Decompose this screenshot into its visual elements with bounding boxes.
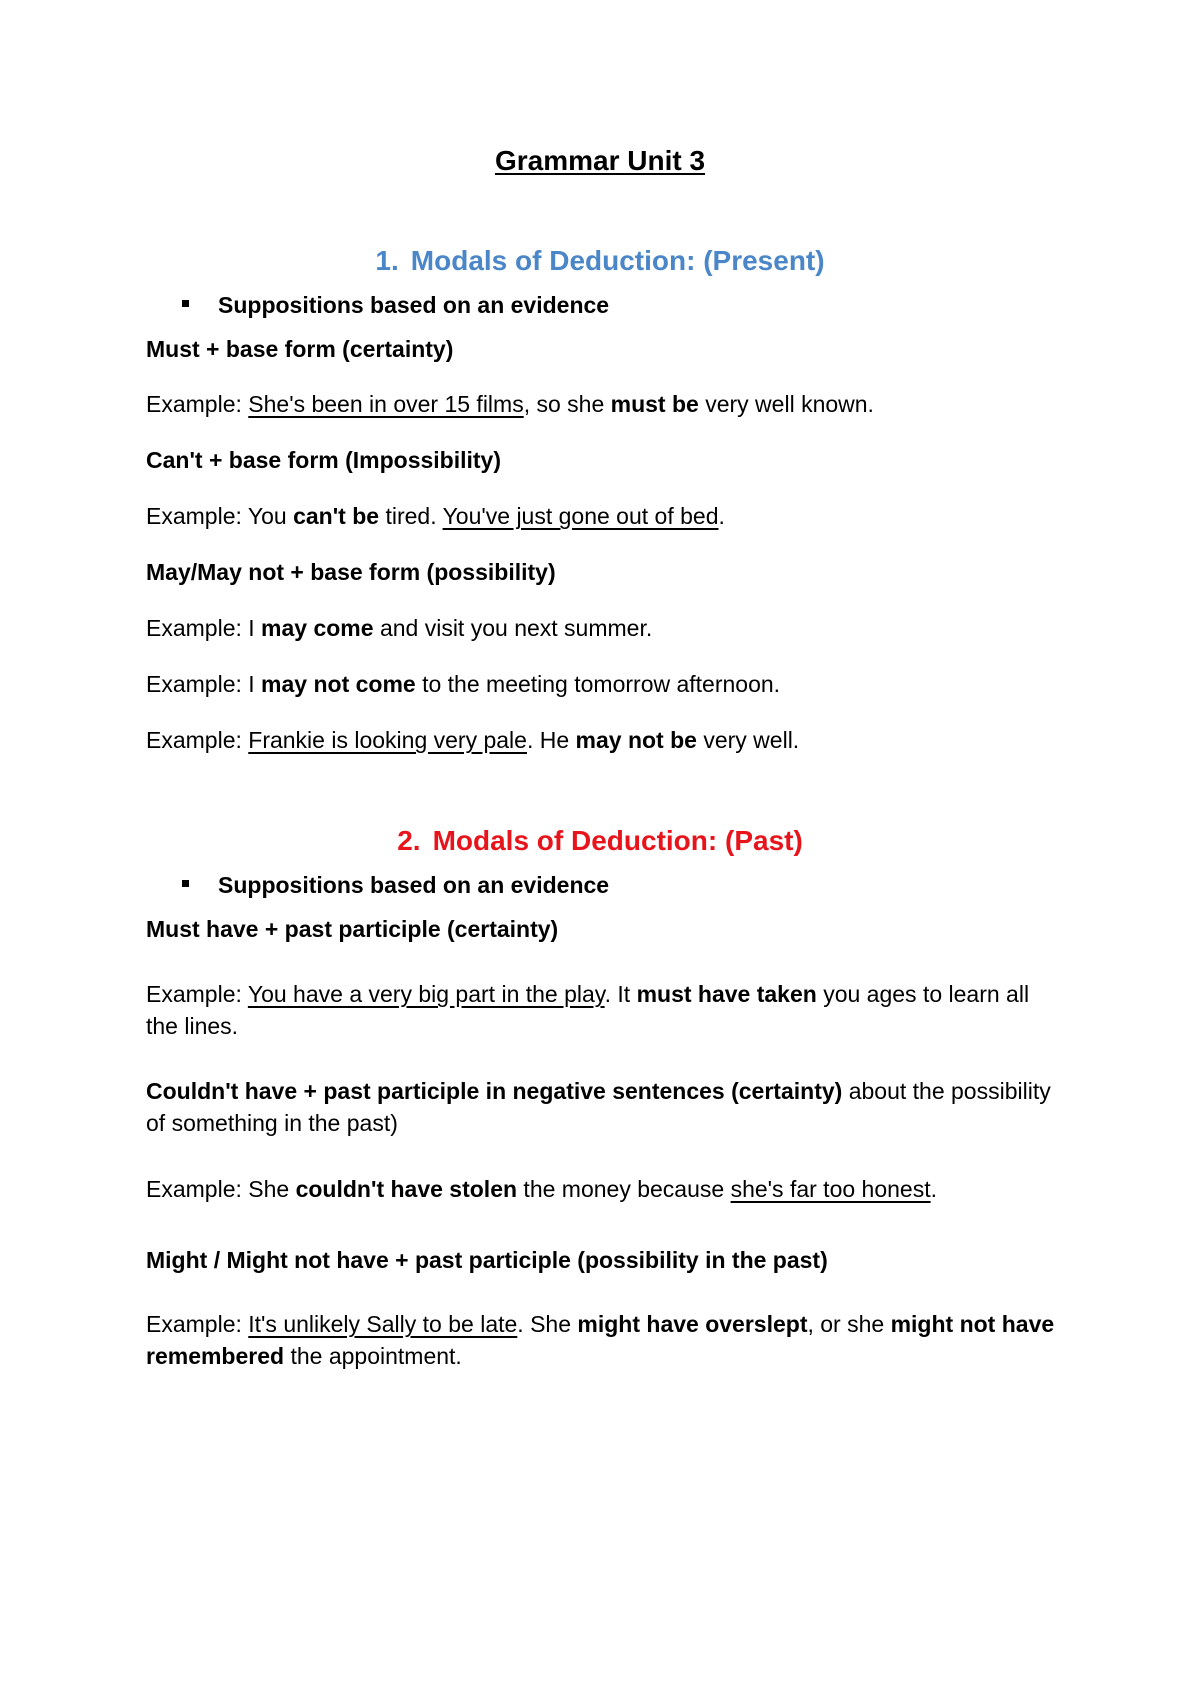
evidence-text: You've just gone out of bed [442,503,719,529]
evidence-text: You have a very big part in the play [247,981,605,1007]
example-may-not-be: Example: Frankie is looking very pale. He may not be very well. [146,727,800,753]
section-heading-present [0,243,1200,279]
section-heading-text: Modals of Deduction: (Past) [432,825,803,856]
rule-may: May/May not + base form (possibility) [146,559,556,585]
bullet-text: Suppositions based on an evidence [218,292,610,318]
evidence-text: It's unlikely Sally to be late [248,1311,518,1337]
example-must-have: Example: You have a very big part in the play. It must have taken you ages to learn all the lines. [146,981,1030,1039]
rule-cant: Can't + base form (Impossibility) [146,447,502,473]
rule-might-have: Might / Might not have + past participle (possibility in the past) [146,1247,828,1273]
modal-phrase: might not have remembered [146,1311,1055,1369]
example-must: Example: She's been in over 15 films, so she must be very well known. [146,391,874,417]
evidence-text: She's been in over 15 films [248,391,524,417]
example-might-have: Example: It's unlikely Sally to be late. She might have overslept, or she might not have remembered the appointment. [146,1311,1055,1369]
example-couldnt-have: Example: She couldn't have stolen the money because she's far too honest. [146,1176,937,1202]
modal-phrase: may come [261,615,374,641]
rule-couldnt-have: Couldn't have + past participle in negative sentences (certainty) about the possibility of something in the past) [146,1078,1051,1136]
modal-phrase: might have overslept [577,1311,808,1337]
section-number: 2. [397,825,421,856]
section-heading-text: Modals of Deduction: (Present) [410,245,825,276]
evidence-text: Frankie is looking very pale [248,727,527,753]
example-may-not-come: Example: I may not come to the meeting tomorrow afternoon. [146,671,781,697]
evidence-text: she's far too honest [730,1176,931,1202]
bullet-item [182,290,609,320]
bullet-text: Suppositions based on an evidence [218,872,610,898]
modal-phrase: must be [610,391,699,417]
rule-must: Must + base form (certainty) [146,336,454,362]
modal-phrase: must have taken [636,981,817,1007]
modal-phrase: may not be [575,727,697,753]
example-may-come: Example: I may come and visit you next summer. [146,615,653,641]
rule-must-have: Must have + past participle (certainty) [146,916,559,942]
square-bullet-icon [182,880,189,887]
square-bullet-icon [182,300,189,307]
modal-phrase: can't be [293,503,380,529]
section-number: 1. [375,245,399,276]
modal-phrase: couldn't have stolen [295,1176,518,1202]
example-cant: Example: You can't be tired. You've just gone out of bed. [146,503,725,529]
page-title: Grammar Unit 3 [494,145,706,176]
section-heading-past [0,823,1200,859]
modal-phrase: may not come [261,671,416,697]
bullet-item [182,870,609,900]
